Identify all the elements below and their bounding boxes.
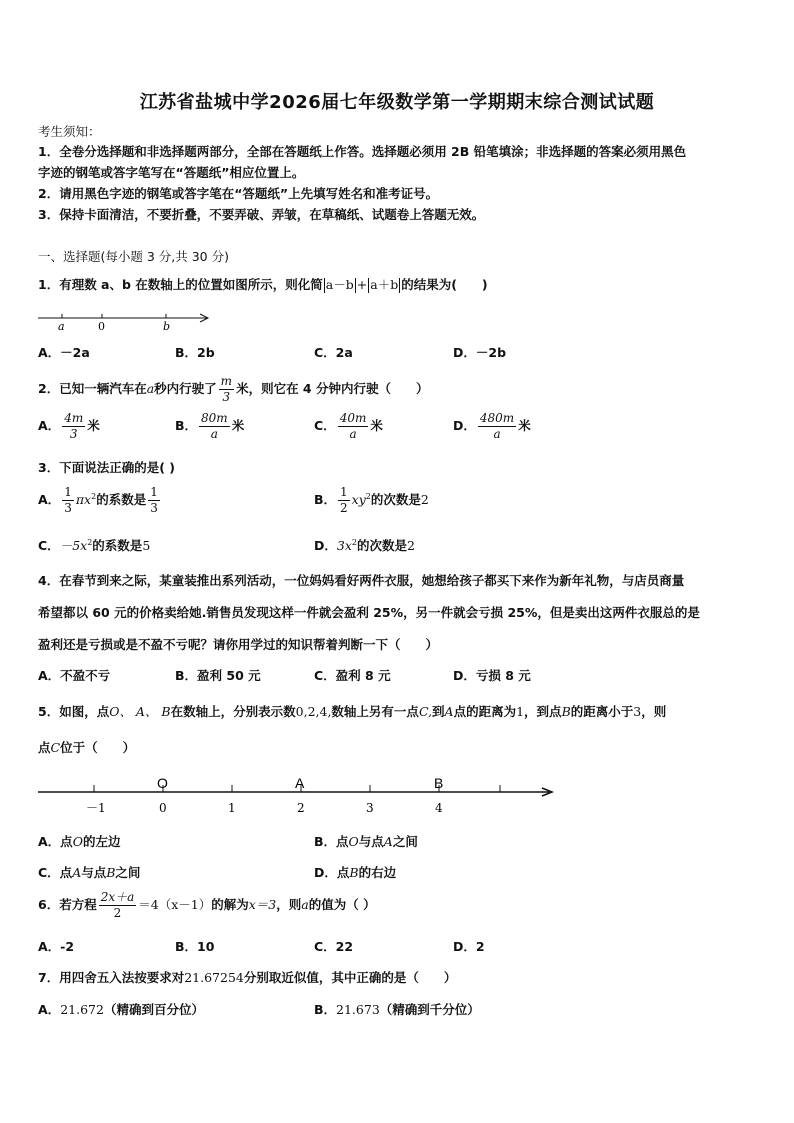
question-4-line: 希望都以 60 元的价格卖给她.销售员发现这样一件就会盈利 25%，另一件就会亏损 25%，但是卖出这两件衣服总的是 <box>38 605 700 620</box>
q1-number-line <box>36 308 216 334</box>
tick-label: 3 <box>366 801 374 815</box>
q3-option-a[interactable]: A． $\frac{1}{3}$ $\pi x^2$的系数是 $\frac{1}{3}$ <box>38 485 158 515</box>
axis-label-b: b <box>163 320 171 333</box>
notice-item: 1．全卷分选择题和非选择题两部分，全部在答题纸上作答。选择题必须用 2B 铅笔填涂；非选择题的答案必须用黑色 <box>38 144 687 159</box>
q2-option-c[interactable]: C． $\frac{40m}{a}$ 米 <box>314 411 383 441</box>
q3-option-b[interactable]: B． $\frac{1}{2}$ $xy^2$的次数是2 <box>314 485 429 515</box>
notice-item: 字迹的钢笔或答字笔写在“答题纸”相应位置上。 <box>38 165 305 180</box>
q5-option-a[interactable]: A．点O的左边 <box>38 834 121 849</box>
q6-option-c[interactable]: C．22 <box>314 939 354 954</box>
q4-option-b[interactable]: B．盈利 50 元 <box>175 668 261 683</box>
question-4-line: 盈利还是亏损或是不盈不亏呢？请你用学过的知识帮着判断一下（ ） <box>38 637 439 652</box>
fraction: $\frac{4m}{3}$ <box>64 411 84 441</box>
point-label-o: O <box>157 775 168 791</box>
q6-option-a[interactable]: A．-2 <box>38 939 75 954</box>
fraction: $\frac{m}{3}$ <box>220 374 233 404</box>
notice-item: 3．保持卡面清洁，不要折叠，不要弄破、弄皱，在草稿纸、试题卷上答题无效。 <box>38 207 485 222</box>
q7-option-b[interactable]: B．21.673（精确到千分位） <box>314 1002 480 1017</box>
q7-option-a[interactable]: A．21.672（精确到百分位） <box>38 1002 204 1017</box>
q5-number-line <box>36 772 560 820</box>
question-3-stem: 3．下面说法正确的是( ) <box>38 460 175 475</box>
point-label-a: A <box>295 775 305 791</box>
point-label-b: B <box>434 775 444 791</box>
tick-label: 1 <box>228 801 236 815</box>
q2-option-a[interactable]: A． $\frac{4m}{3}$ 米 <box>38 411 100 441</box>
fraction: $\frac{80m}{a}$ <box>201 411 228 441</box>
q3-option-d[interactable]: D．$3x^2$的次数是2 <box>314 537 415 553</box>
abs-bar <box>355 278 356 293</box>
fraction: $\frac{1}{3}$ <box>64 485 72 515</box>
exam-title: 江苏省盐城中学2026届七年级数学第一学期期末综合测试试题 <box>139 92 655 113</box>
fraction: $\frac{40m}{a}$ <box>339 411 367 441</box>
q2-option-b[interactable]: B． $\frac{80m}{a}$ 米 <box>175 411 245 441</box>
q5-option-c[interactable]: C．点A与点B之间 <box>38 865 141 880</box>
abs-bar <box>324 278 325 293</box>
question-5-line-2: 点C位于（ ） <box>38 740 136 755</box>
fraction: $\frac{1}{2}$ <box>340 485 348 515</box>
question-2-stem: 2．已知一辆汽车在a秒内行驶了 $\frac{m}{3}$ 米，则它在 4 分钟内行驶（ ） <box>38 374 429 404</box>
fraction: $\frac{2x+a}{2}$ <box>100 890 135 920</box>
axis-label-a: a <box>58 320 65 333</box>
q6-option-b[interactable]: B．10 <box>175 939 215 954</box>
q1-option-a[interactable]: A．－2a <box>38 345 90 360</box>
q4-option-a[interactable]: A．不盈不亏 <box>38 668 111 683</box>
question-4-line: 4．在春节到来之际，某童装推出系列活动，一位妈妈看好两件衣服，她想给孩子都买下来作为新年礼物，与店员商量 <box>38 573 685 588</box>
q6-option-d[interactable]: D．2 <box>453 939 485 954</box>
q3-option-c[interactable]: C．$-5x^2$的系数是5 <box>38 537 151 553</box>
q2-option-d[interactable]: D． $\frac{480m}{a}$ 米 <box>453 411 531 441</box>
tick-label: 4 <box>435 801 443 815</box>
q4-option-c[interactable]: C．盈利 8 元 <box>314 668 391 683</box>
axis-label-0: 0 <box>98 320 105 333</box>
q5-option-b[interactable]: B．点O与点A之间 <box>314 834 418 849</box>
notice-item: 2．请用黑色字迹的钢笔或答字笔在“答题纸”上先填写姓名和准考证号。 <box>38 186 439 201</box>
fraction: $\frac{1}{3}$ <box>150 485 158 515</box>
q1-option-b[interactable]: B．2b <box>175 345 215 360</box>
tick-label: －1 <box>86 801 106 815</box>
question-7-stem: 7．用四舍五入法按要求对21.67254分别取近似值，其中正确的是（ ） <box>38 970 457 985</box>
question-6-stem: 6．若方程 $\frac{2x+a}{2}$ ＝4（x－1）的解为x＝3，则a的值为（ ） <box>38 890 376 920</box>
q1-option-c[interactable]: C．2a <box>314 345 353 360</box>
q1-option-d[interactable]: D．－2b <box>453 345 507 360</box>
question-1-stem: 1．有理数 a、b 在数轴上的位置如图所示，则化简 a－b + a＋b 的结果为( ) <box>38 277 488 292</box>
question-5-line-1: 5．如图，点O、 A、 B在数轴上，分别表示数0,2,4,数轴上另有一点C,到A点的距离为1，到点B的距离小于3，则 <box>38 704 667 719</box>
tick-label: 0 <box>159 801 167 815</box>
q5-option-d[interactable]: D．点B的右边 <box>314 865 397 880</box>
notice-heading: 考生须知： <box>38 124 101 139</box>
tick-label: 2 <box>297 801 305 815</box>
fraction: $\frac{480m}{a}$ <box>479 411 515 441</box>
q4-option-d[interactable]: D．亏损 8 元 <box>453 668 531 683</box>
section-heading: 一、选择题(每小题 3 分,共 30 分) <box>38 249 229 264</box>
